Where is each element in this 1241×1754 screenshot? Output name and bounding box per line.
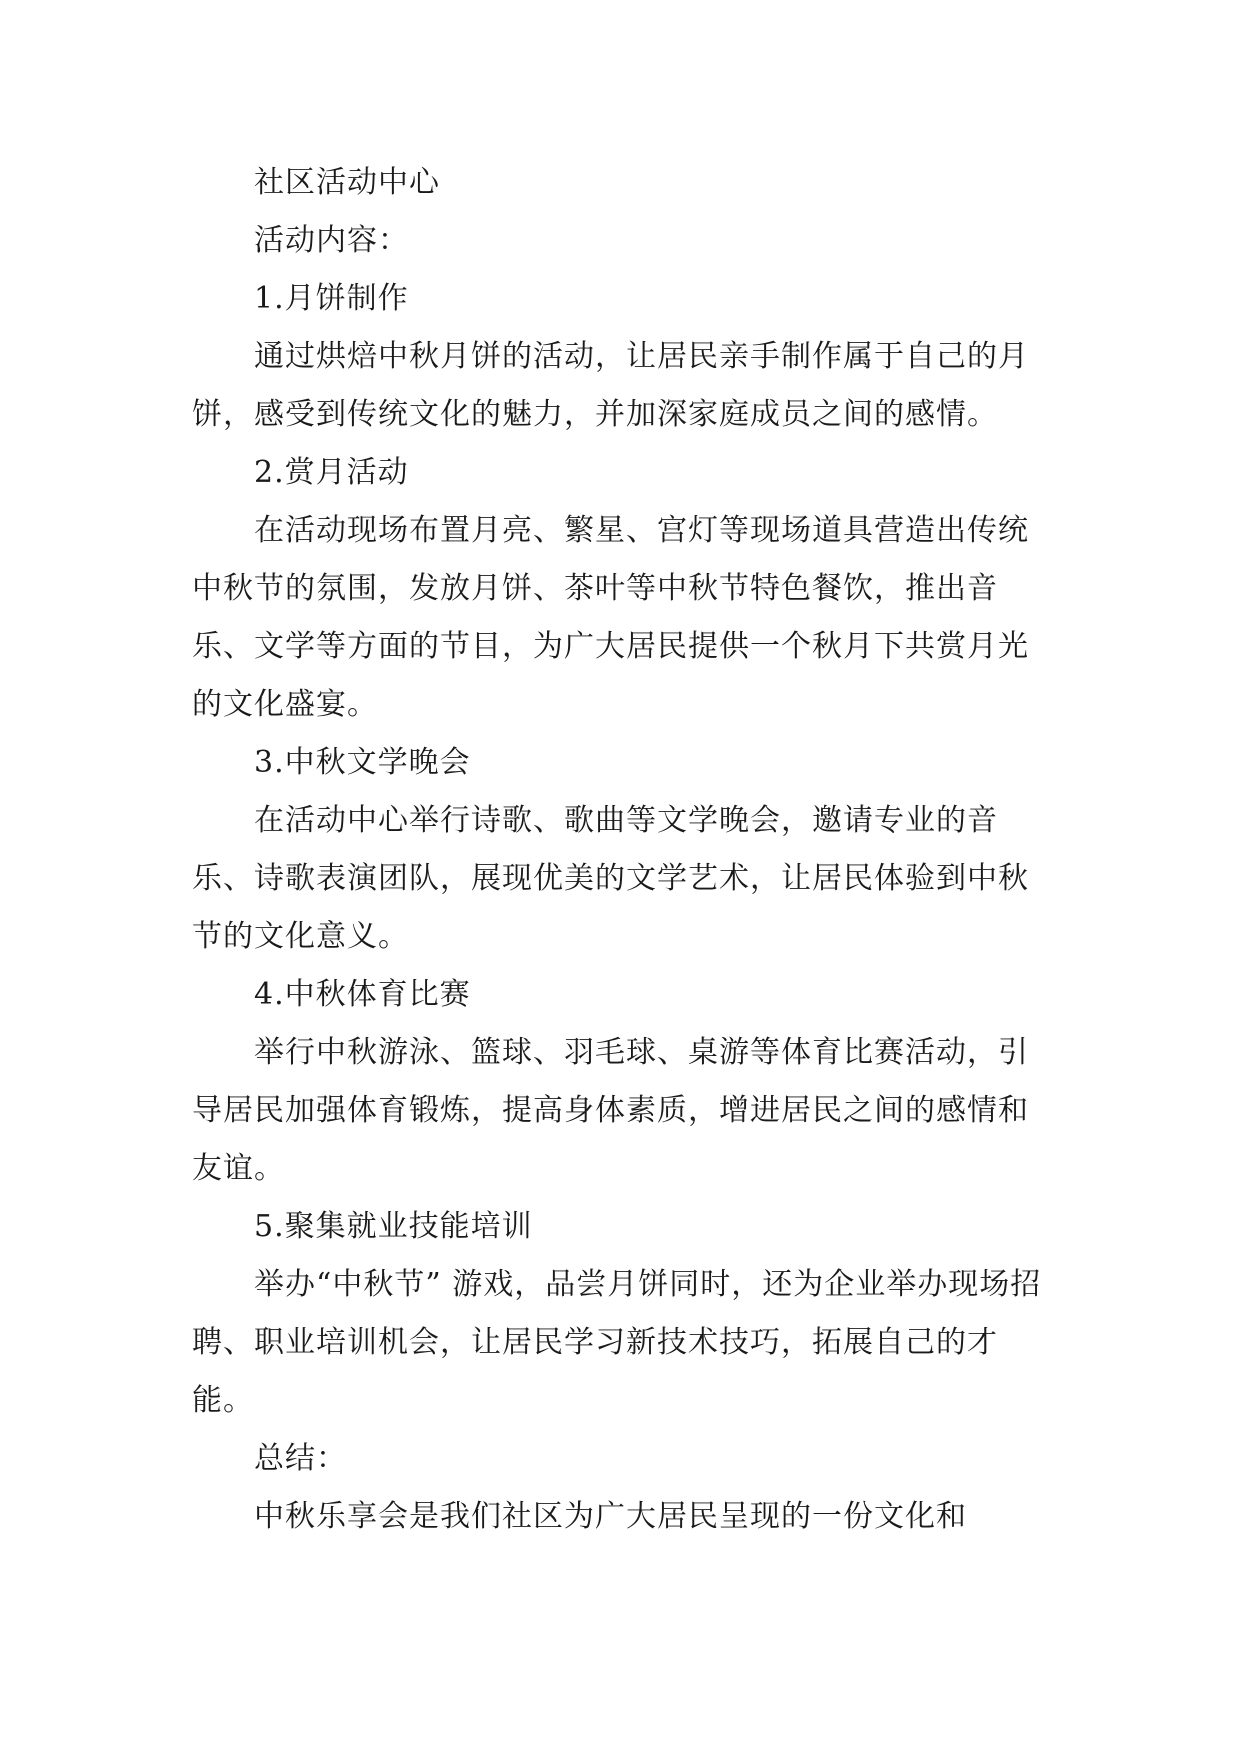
item-heading-job-training: 5.聚集就业技能培训 (254, 1209, 533, 1244)
document-body (192, 154, 1052, 1546)
venue-line: 社区活动中心 (254, 165, 440, 200)
section-title-summary: 总结： (254, 1441, 347, 1476)
item-heading-moon-viewing: 2.赏月活动 (254, 455, 409, 490)
item-heading-literary-evening: 3.中秋文学晚会 (254, 745, 471, 780)
item-heading-mooncake: 1.月饼制作 (254, 281, 409, 316)
item-paragraph-moon-viewing: 在活动现场布置月亮、繁星、宫灯等现场道具营造出传统中秋节的氛围，发放月饼、茶叶等中秋节特色餐饮，推出音乐、文学等方面的节目，为广大居民提供一个秋月下共赏月光的文化盛宴。 (192, 513, 1029, 722)
summary-paragraph: 中秋乐享会是我们社区为广大居民呈现的一份文化和 (254, 1499, 967, 1534)
item-heading-sports: 4.中秋体育比赛 (254, 977, 471, 1012)
item-paragraph-sports: 举行中秋游泳、篮球、羽毛球、桌游等体育比赛活动，引导居民加强体育锻炼，提高身体素质，增进居民之间的感情和友谊。 (192, 1035, 1029, 1186)
item-paragraph-job-training: 举办“中秋节” 游戏，品尝月饼同时，还为企业举办现场招聘、职业培训机会，让居民学习新技术技巧，拓展自己的才能。 (192, 1267, 1042, 1418)
item-paragraph-literary-evening: 在活动中心举行诗歌、歌曲等文学晚会，邀请专业的音乐、诗歌表演团队，展现优美的文学艺术，让居民体验到中秋节的文化意义。 (192, 803, 1029, 954)
section-title-activities: 活动内容： (254, 223, 409, 258)
item-paragraph-mooncake: 通过烘焙中秋月饼的活动，让居民亲手制作属于自己的月饼，感受到传统文化的魅力，并加深家庭成员之间的感情。 (192, 339, 1029, 432)
